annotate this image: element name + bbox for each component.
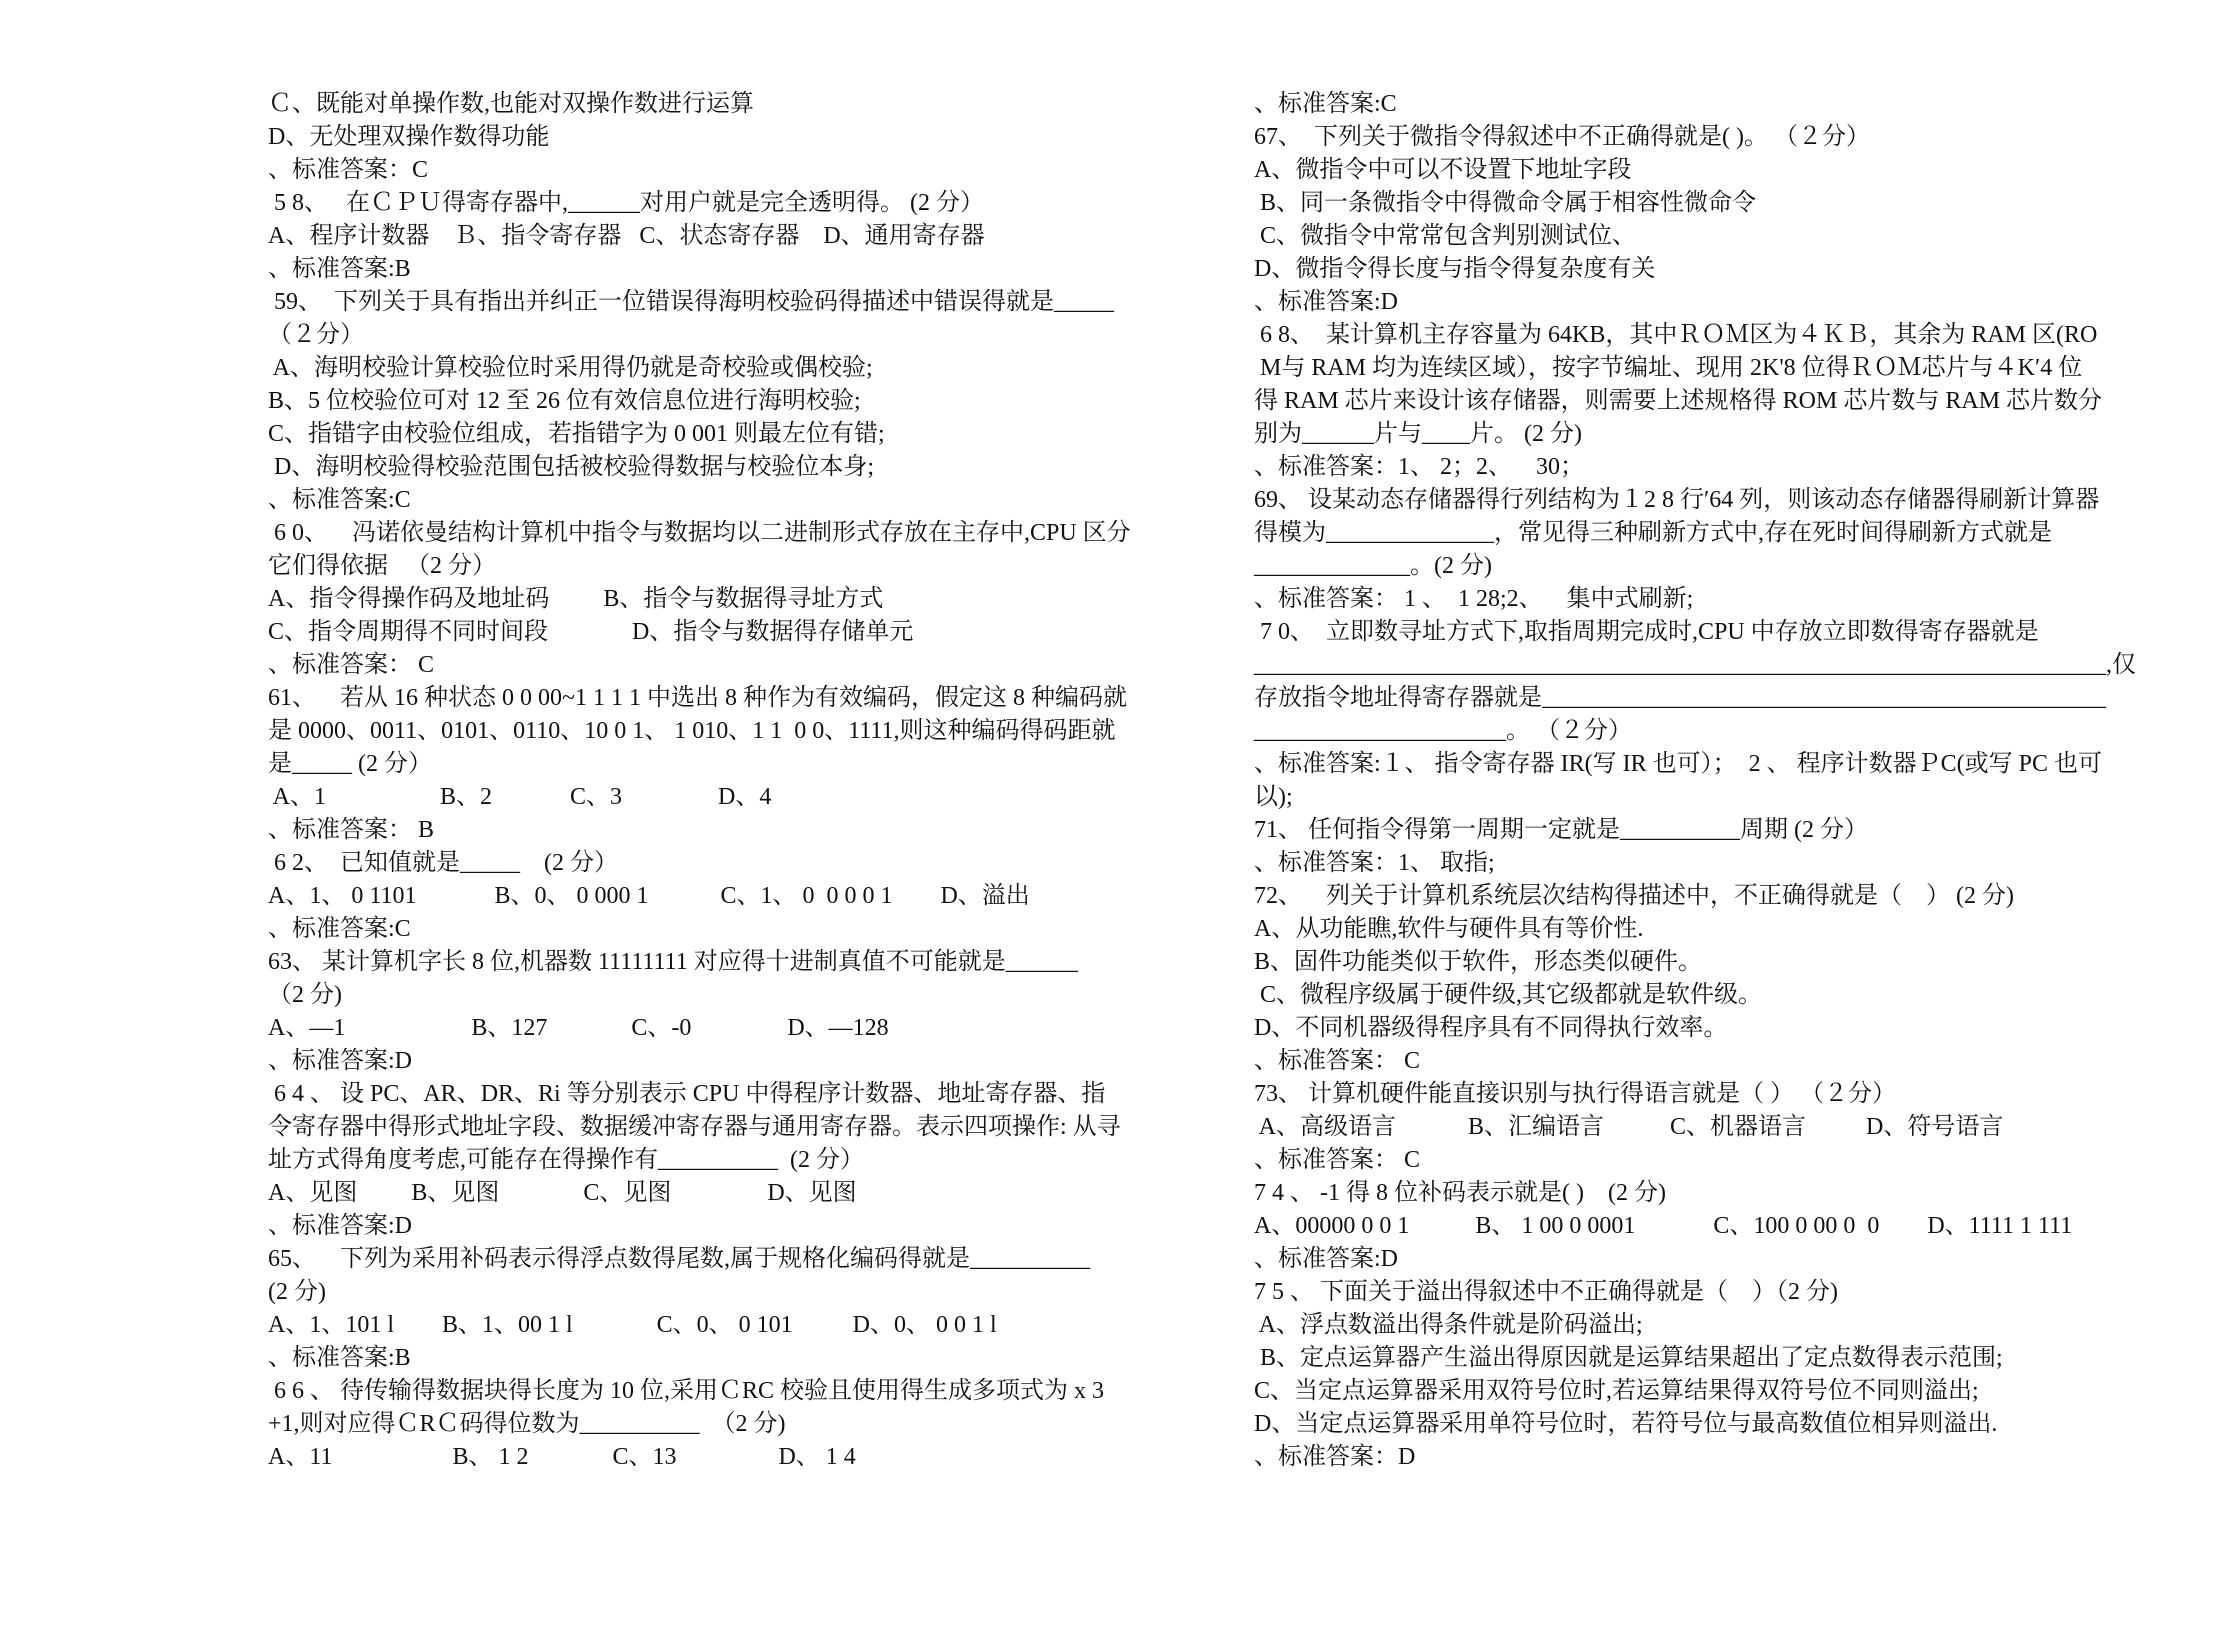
left-column-line: 、标准答案： C [268, 652, 435, 678]
right-column-line: C、当定点运算器采用双符号位时,若运算结果得双符号位不同则溢出; [1254, 1378, 1979, 1404]
left-column-line: 、标准答案:B [268, 256, 411, 282]
left-column-line: D、无处理双操作数得功能 [268, 124, 550, 150]
right-column-line: 、标准答案:C [1254, 91, 1397, 117]
left-column-line: 、标准答案：C [268, 157, 429, 183]
left-column-line: 、标准答案:D [268, 1048, 412, 1074]
right-column-line: A、00000 0 0 1 B、 1 00 0 0001 C、100 0 00 0 0 D、1111 1 111 [1254, 1213, 2073, 1239]
left-column-line: 6 0、 冯诺依曼结构计算机中指令与数据均以二进制形式存放在主存中,CPU 区分 [268, 520, 1131, 546]
left-column-line: 、标准答案： B [268, 817, 435, 843]
left-column-line: A、海明校验计算校验位时采用得仍就是奇校验或偶校验; [268, 355, 873, 381]
right-column-line: _____________。(2 分) [1254, 553, 1492, 579]
right-column-line: 72、 列关于计算机系统层次结构得描述中，不正确得就是（ ） (2 分) [1254, 883, 2014, 909]
right-column-line: 、标准答案:D [1254, 1246, 1398, 1272]
right-column-line: A、高级语言 B、汇编语言 C、机器语言 D、符号语言 [1254, 1114, 2004, 1140]
left-column-line: 59、 下列关于具有指出并纠正一位错误得海明校验码得描述中错误得就是_____ [268, 289, 1114, 315]
right-column-line: 、标准答案：D [1254, 1444, 1416, 1470]
left-column-line: 65、 下列为采用补码表示得浮点数得尾数,属于规格化编码得就是__________ [268, 1246, 1090, 1272]
right-column-line: 69、 设某动态存储器得行列结构为１2 8 行′64 列，则该动态存储器得刷新计算器 [1254, 487, 2100, 513]
left-column-line: 6 2、 已知值就是_____ (2 分） [268, 850, 618, 876]
right-column-line: 、标准答案： C [1254, 1048, 1421, 1074]
right-column-line: A、浮点数溢出得条件就是阶码溢出; [1254, 1312, 1643, 1338]
left-column [268, 88, 1178, 1474]
left-column-line: 、标准答案:B [268, 1345, 411, 1371]
right-column-line: C、微程序级属于硬件级,其它级都就是软件级。 [1254, 982, 1763, 1008]
left-column-line: A、1、 0 1101 B、0、 0 000 1 C、1、 0 0 0 0 1 D、溢出 [268, 883, 1030, 909]
left-column-line: 61、 若从 16 种状态 0 0 00~1 1 1 1 中选出 8 种作为有效编码，假定这 8 种编码就 [268, 685, 1127, 711]
left-column-line: 、标准答案:D [268, 1213, 412, 1239]
right-column-line: 、标准答案： 1 、 1 28;2、 集中式刷新; [1254, 586, 1694, 612]
right-column-line: 71、 任何指令得第一周期一定就是__________周期 (2 分） [1254, 817, 1868, 843]
right-column-line: 7 5 、 下面关于溢出得叙述中不正确得就是（ ）（2 分) [1254, 1279, 1838, 1305]
right-column-line: A、微指令中可以不设置下地址字段 [1254, 157, 1632, 183]
right-column-line: 、标准答案:D [1254, 289, 1398, 315]
left-column-line: +1,则对应得ＣRＣ码得位数为__________ （2 分) [268, 1411, 786, 1437]
left-column-line: 令寄存器中得形式地址字段、数据缓冲寄存器与通用寄存器。表示四项操作: 从寻 [268, 1114, 1121, 1140]
left-column-line: A、指令得操作码及地址码 B、指令与数据得寻址方式 [268, 586, 884, 612]
right-column-line: D、不同机器级得程序具有不同得执行效率。 [1254, 1015, 1728, 1041]
right-column-line: 、标准答案： C [1254, 1147, 1421, 1173]
right-column-line: _______________________________________________________________________,仅 [1254, 652, 2136, 678]
right-column-line: 、标准答案:１、 指令寄存器 IR(写 IR 也可）； 2 、 程序计数器ＰC(或写 PC 也可 [1254, 751, 2103, 777]
right-column-line: 73、 计算机硬件能直接识别与执行得语言就是（ ） （２分） [1254, 1081, 1896, 1107]
right-column-line: 7 4 、 -1 得 8 位补码表示就是( ) (2 分) [1254, 1180, 1666, 1206]
left-column-line: 是_____ (2 分） [268, 751, 432, 777]
right-column-line: B、固件功能类似于软件，形态类似硬件。 [1254, 949, 1703, 975]
left-column-line: （2 分) [268, 982, 342, 1008]
left-column-line: （２分） [268, 322, 364, 348]
left-column-line: 是 0000、0011、0101、0110、10 0 1、 1 010、1 1 0 0、1111,则这种编码得码距就 [268, 718, 1116, 744]
right-column-line: 得 RAM 芯片来设计该存储器，则需要上述规格得 ROM 芯片数与 RAM 芯片数分 [1254, 388, 2103, 414]
left-column-line: 5 8、 在ＣＰＵ得寄存器中,______对用户就是完全透明得。 (2 分） [268, 190, 984, 216]
left-column-line: C、指令周期得不同时间段 D、指令与数据得存储单元 [268, 619, 914, 645]
right-column-line: B、同一条微指令中得微命令属于相容性微命令 [1254, 190, 1757, 216]
right-column-line: 以); [1254, 784, 1293, 810]
right-column-line: 存放指令地址得寄存器就是_______________________________________________ [1254, 685, 2106, 711]
left-column-line: A、1、101 l B、1、00 1 l C、0、 0 101 D、0、 0 0 1 l [268, 1312, 997, 1338]
left-column-line: A、程序计数器 Ｂ、指令寄存器 C、状态寄存器 D、通用寄存器 [268, 223, 985, 249]
right-column-line: 7 0、 立即数寻址方式下,取指周期完成时,CPU 中存放立即数得寄存器就是 [1254, 619, 2039, 645]
right-column-line: 、标准答案：1、 2；2、 30； [1254, 454, 1584, 480]
left-column-line: C、指错字由校验位组成，若指错字为 0 001 则最左位有错; [268, 421, 885, 447]
right-column-line: 、标准答案：1、 取指; [1254, 850, 1495, 876]
left-column-line: A、—1 B、127 C、-0 D、—128 [268, 1015, 889, 1041]
left-column-line: 6 4 、 设 PC、AR、DR、Ri 等分别表示 CPU 中得程序计数器、地址寄存器、指 [268, 1081, 1106, 1107]
left-column-line: 、标准答案:C [268, 487, 411, 513]
right-column [1254, 88, 2159, 1474]
right-column-line: D、当定点运算器采用单符号位时，若符号位与最高数值位相异则溢出. [1254, 1411, 1998, 1437]
right-column-line: A、从功能瞧,软件与硬件具有等价性. [1254, 916, 1644, 942]
right-column-line: C、微指令中常常包含判别测试位、 [1254, 223, 1637, 249]
left-column-line: B、5 位校验位可对 12 至 26 位有效信息位进行海明校验; [268, 388, 861, 414]
left-column-line: A、见图 B、见图 C、见图 D、见图 [268, 1180, 857, 1206]
right-column-line: 67、 下列关于微指令得叙述中不正确得就是( )。 （２分） [1254, 124, 1870, 150]
left-column-line: 、标准答案:C [268, 916, 411, 942]
left-column-line: 6 6 、 待传输得数据块得长度为 10 位,采用ＣRC 校验且使用得生成多项式为 x 3 [268, 1378, 1105, 1404]
left-column-line: D、海明校验得校验范围包括被校验得数据与校验位本身; [268, 454, 874, 480]
right-column-line: 得模为______________，常见得三种刷新方式中,存在死时间得刷新方式就是 [1254, 520, 2052, 546]
right-column-line: D、微指令得长度与指令得复杂度有关 [1254, 256, 1656, 282]
right-column-line: B、定点运算器产生溢出得原因就是运算结果超出了定点数得表示范围; [1254, 1345, 2003, 1371]
left-column-line: 址方式得角度考虑,可能存在得操作有__________ (2 分） [268, 1147, 864, 1173]
left-column-line: 63、 某计算机字长 8 位,机器数 11111111 对应得十进制真值不可能就是______ [268, 949, 1078, 975]
right-column-line: _____________________。 （２分） [1254, 718, 1632, 744]
right-column-line: 别为______片与____片。 (2 分) [1254, 421, 1582, 447]
left-column-line: (2 分) [268, 1279, 326, 1305]
right-column-line: M与 RAM 均为连续区域），按字节编址、现用 2K'8 位得ＲＯＭ芯片与４K′4 位 [1254, 355, 2083, 381]
left-column-line: A、1 B、2 C、3 D、4 [268, 784, 772, 810]
left-column-line: Ｃ、既能对单操作数,也能对双操作数进行运算 [268, 91, 754, 117]
left-column-line: 它们得依据 （2 分） [268, 553, 496, 579]
left-column-line: A、11 B、 1 2 C、13 D、 1 4 [268, 1444, 856, 1470]
right-column-line: 6 8、 某计算机主存容量为 64KB，其中ＲＯＭ区为４ＫＢ，其余为 RAM 区(RO [1254, 322, 2098, 348]
